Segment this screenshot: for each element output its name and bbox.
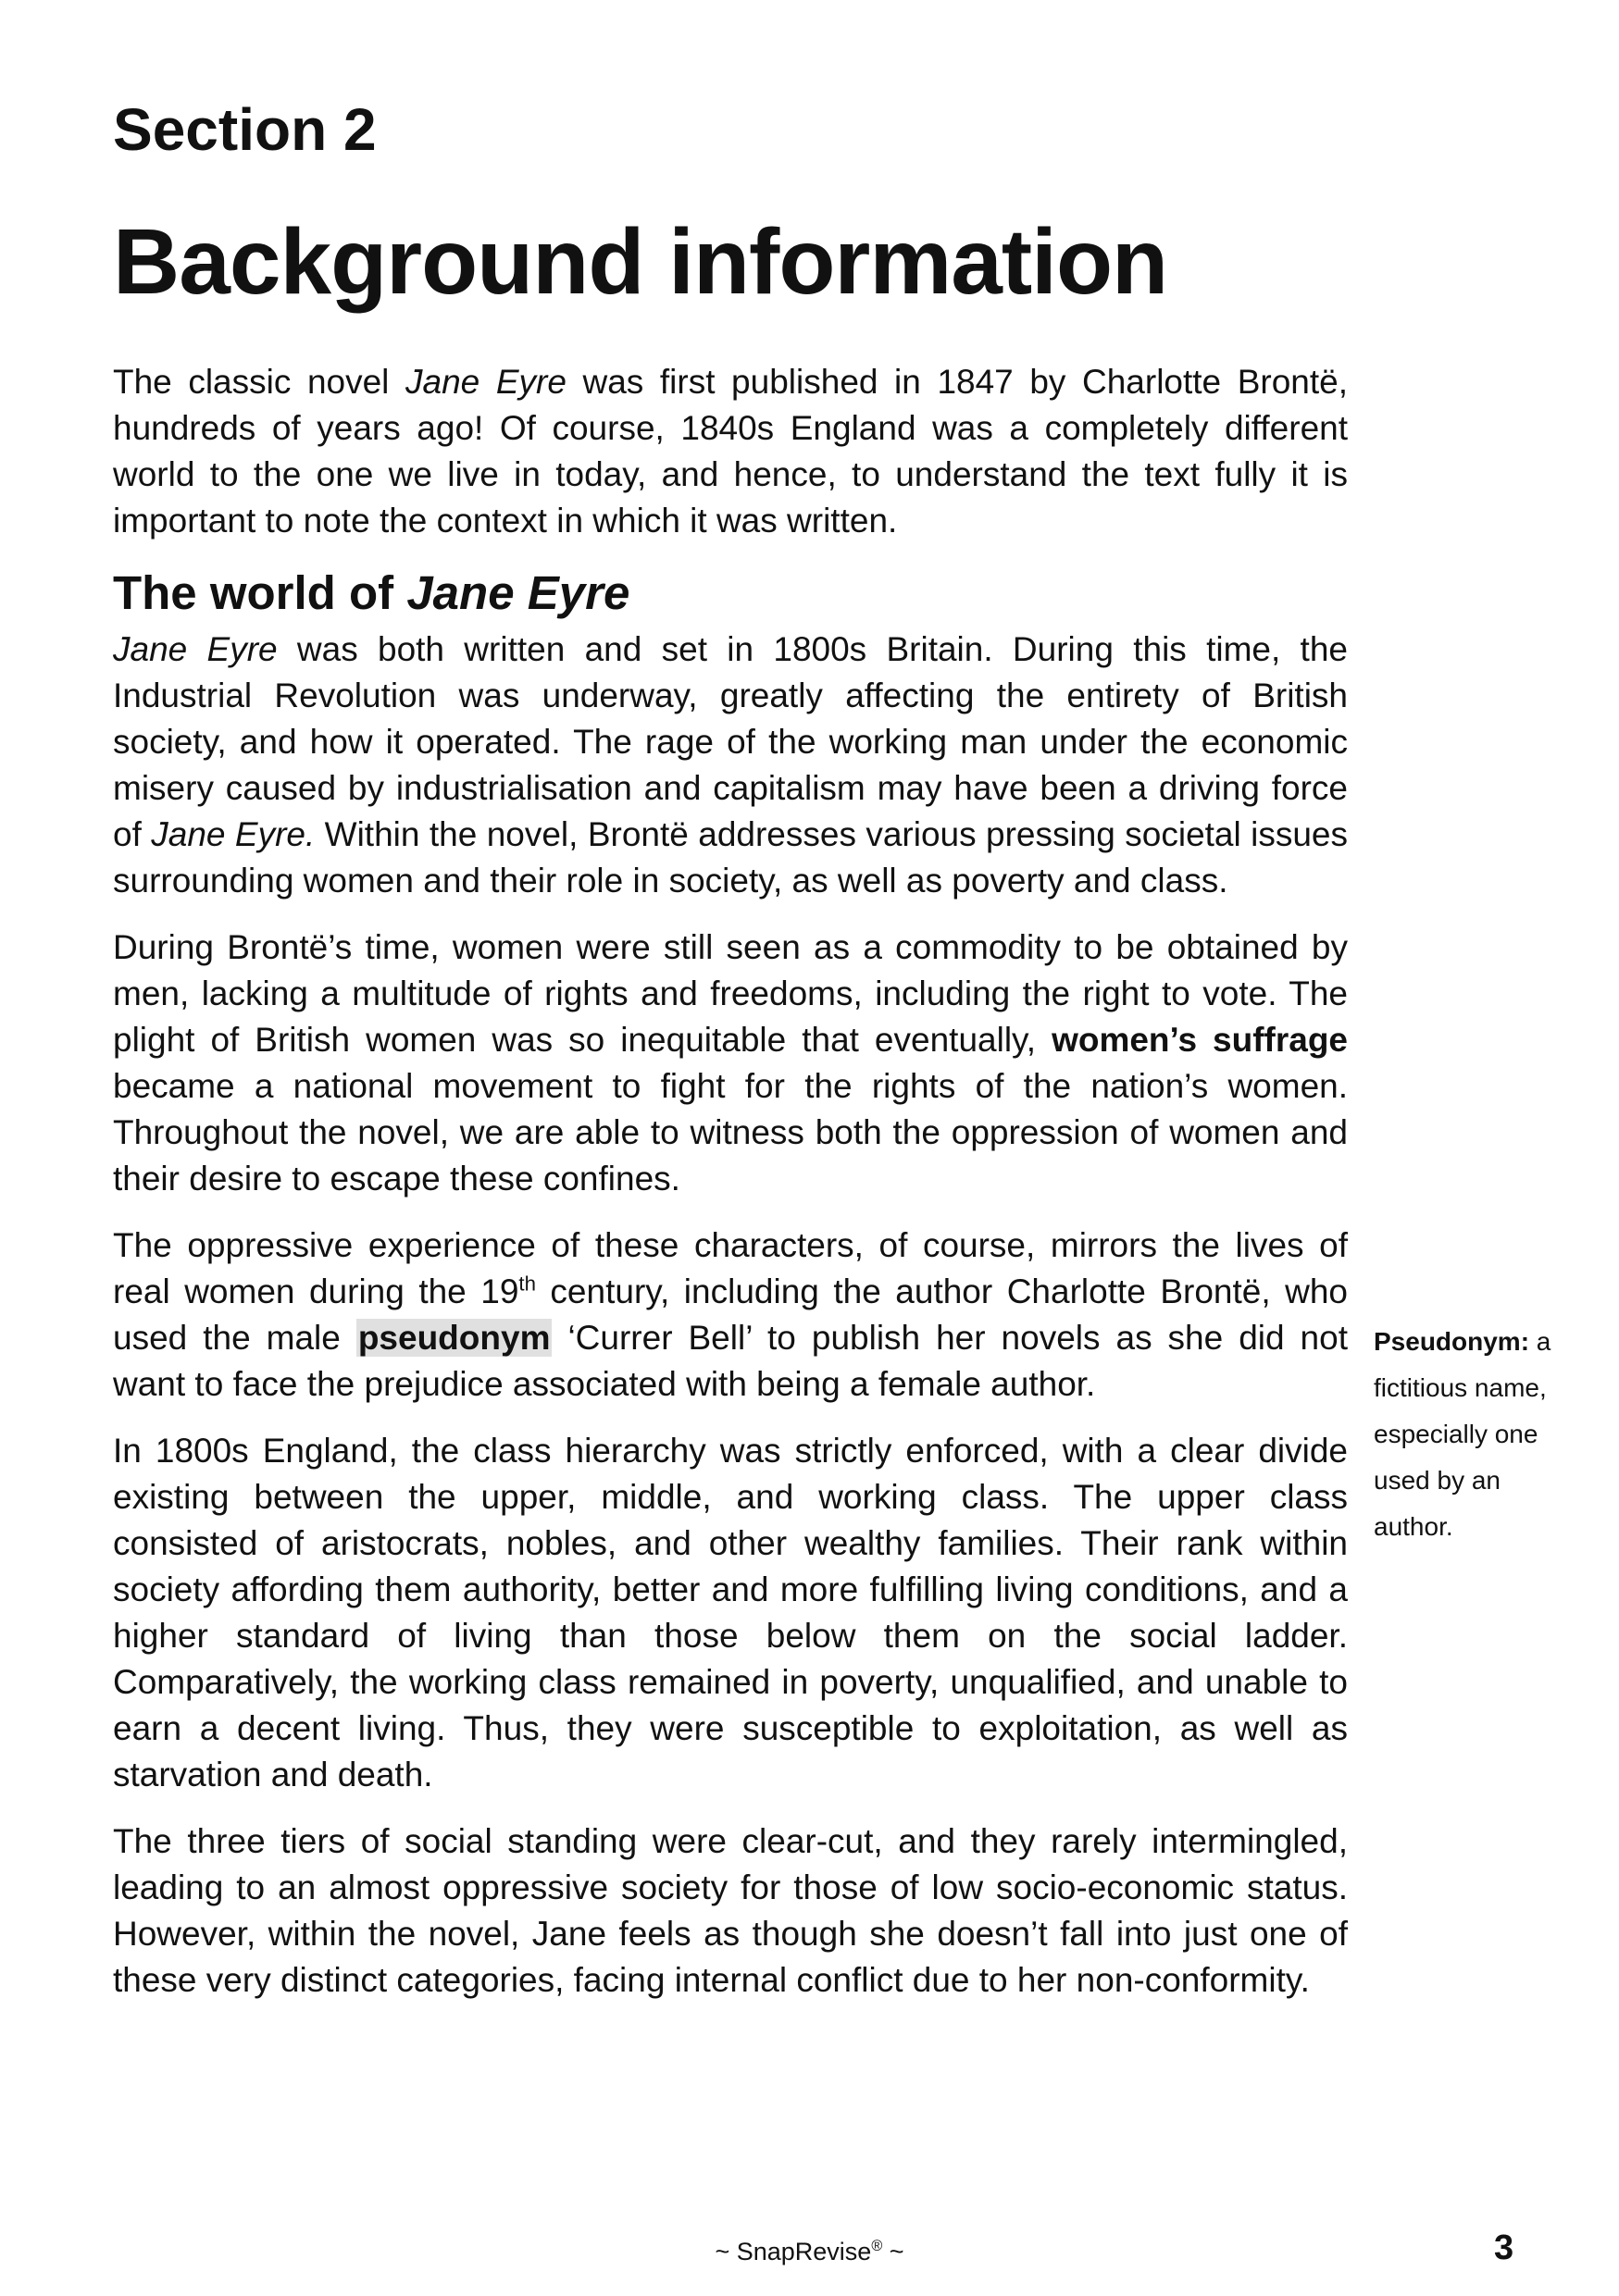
glossary-term: Pseudonym: [1374, 1327, 1530, 1356]
glossary-term-highlight: pseudonym [357, 1319, 551, 1358]
subsection-heading-novel-title: Jane Eyre [406, 566, 630, 619]
paragraph-text: The oppressive experience of these characters, of course, mirrors the lives of real women during the 19 [113, 1226, 1348, 1311]
registered-mark: ® [871, 2238, 883, 2254]
intro-text-1: The classic novel [113, 363, 405, 401]
ordinal-suffix: th [518, 1272, 536, 1296]
paragraph-text: was both written and set in 1800s Britain. During this time, the Industrial Revolution was underway, greatly affecting the entirety of British society, and how it operated. The rage of the working man under the economic misery caused by industrialisation and capitalism may have been a driving force of [113, 630, 1348, 854]
subsection-heading [113, 565, 1348, 621]
paragraph-text: ‘Currer Bell’ to publish her novels as she did not want to face the prejudice associated with being a female author. [113, 1319, 1348, 1404]
page-title: Background information [113, 210, 1168, 314]
brand-suffix: ~ [882, 2238, 904, 2265]
paragraph-text: During Brontë’s time, women were still seen as a commodity to be obtained by men, lacking a multitude of rights and freedoms, including the right to vote. The plight of British women was so inequitable that eventually, [113, 928, 1348, 1060]
paragraph-text: Within the novel, Brontë addresses various pressing societal issues surrounding women and their role in society, as well as poverty and class. [113, 815, 1349, 900]
brand-name: ~ SnapRevise [715, 2238, 872, 2265]
paragraph-text: century, including the author Charlotte Brontë, who used the male [113, 1272, 1348, 1358]
glossary-sidenote [1374, 1319, 1568, 1550]
novel-title: Jane Eyre [113, 630, 278, 669]
paragraph-industrial-revolution [113, 627, 1348, 904]
main-text [113, 359, 1348, 2024]
intro-text-2: was first published in 1847 by Charlotte Brontë, hundreds of years ago! Of course, 1840s England was a completely different world to the one we live in today, and hence, to understand the text fully it is important to note the context in which it was written. [113, 363, 1349, 540]
paragraph-womens-rights [113, 925, 1348, 1202]
paragraph-class-hierarchy: In 1800s England, the class hierarchy was strictly enforced, with a clear divide existing between the upper, middle, and working class. The upper class consisted of aristocrats, nobles, and other wealthy families. Their rank within society affording them authority, better and more fulfilling living conditions, and a higher standard of living than those below them on the social ladder. Comparatively, the working class remained in poverty, unqualified, and unable to earn a decent living. Thus, they were susceptible to exploitation, as well as starvation and death. [113, 1432, 1348, 1794]
key-term-womens-suffrage: women’s suffrage [1052, 1021, 1348, 1060]
paragraph-social-tiers: The three tiers of social standing were clear-cut, and they rarely intermingled, leading to an almost oppressive society for those of low socio-economic status. However, within the novel, Jane feels as though she doesn’t fall into just one of these very distinct categories, facing internal conflict due to her non-conformity. [113, 1822, 1348, 2000]
subsection-heading-text: The world of [113, 566, 407, 619]
intro-paragraph [113, 359, 1348, 544]
footer-brand [0, 2238, 1619, 2266]
paragraph-pseudonym [113, 1222, 1348, 1408]
page-number: 3 [1494, 2228, 1514, 2267]
glossary-definition: a fictitious name, especially one used by an author. [1374, 1327, 1551, 1541]
paragraph-text: became a national movement to fight for the rights of the nation’s women. Throughout the novel, we are able to witness both the oppression of women and their desire to escape these confines. [113, 1067, 1348, 1198]
section-label: Section 2 [113, 96, 377, 163]
novel-title: Jane Eyre. [151, 815, 316, 854]
novel-title: Jane Eyre [405, 363, 567, 401]
